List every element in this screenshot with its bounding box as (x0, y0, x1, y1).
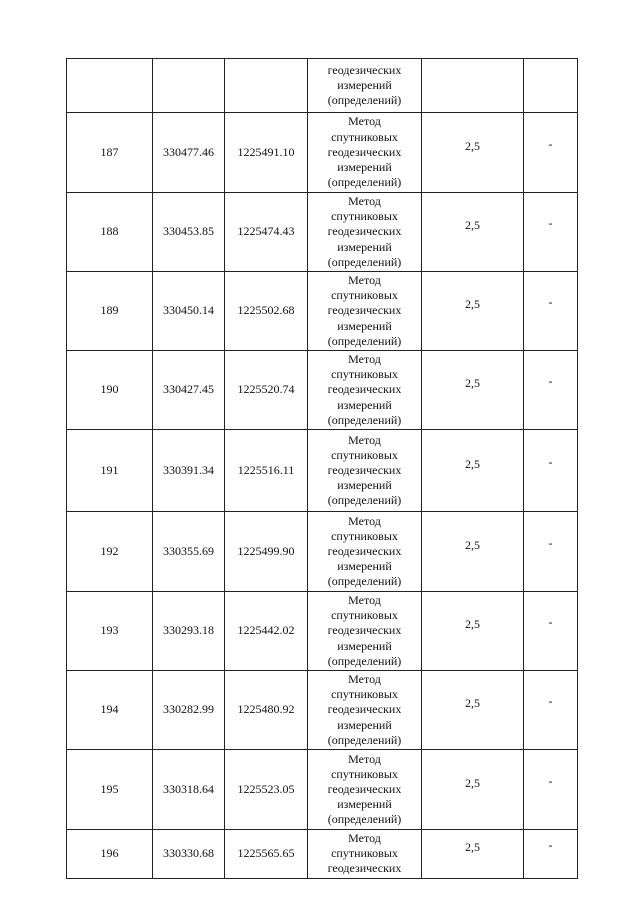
point-number-cell: 195 (67, 750, 153, 830)
method-line: (определений) (327, 812, 402, 827)
method-line: геодезических (327, 702, 402, 717)
extra-cell (524, 750, 578, 830)
method-line: геодезических (327, 462, 402, 477)
table-row (67, 113, 578, 193)
table-row (67, 592, 578, 671)
accuracy-cell (422, 430, 524, 512)
method-line: Метод (348, 751, 381, 766)
method-line: геодезических (327, 861, 402, 876)
method-cell (308, 830, 422, 879)
method-line: геодезических (327, 224, 402, 239)
method-line: Метод (348, 513, 381, 528)
method-line: спутниковых (331, 288, 398, 303)
point-number-cell: 194 (67, 671, 153, 750)
x-coordinate-cell: 330391.34 (153, 430, 225, 512)
y-coordinate-cell: 1225523.05 (225, 750, 308, 830)
y-coordinate-cell: 1225442.02 (225, 592, 308, 671)
method-line: геодезических (327, 382, 402, 397)
table-row (67, 830, 578, 879)
method-line: (определений) (327, 93, 402, 108)
method-cell (308, 193, 422, 272)
extra-value: - (548, 615, 553, 630)
method-line: геодезических (327, 543, 402, 558)
accuracy-cell (422, 830, 524, 879)
method-line: спутниковых (331, 846, 398, 861)
extra-value: - (548, 535, 553, 550)
accuracy-cell (422, 671, 524, 750)
method-line: измерений (337, 160, 392, 175)
x-coordinate-cell: 330427.45 (153, 351, 225, 430)
table-row (67, 512, 578, 592)
accuracy-value: 2,5 (465, 537, 480, 552)
extra-value: - (548, 216, 553, 231)
point-number-cell (67, 59, 153, 113)
accuracy-value: 2,5 (465, 840, 480, 855)
x-coordinate-cell: 330318.64 (153, 750, 225, 830)
accuracy-value: 2,5 (465, 218, 480, 233)
point-number-cell: 189 (67, 272, 153, 351)
method-line: спутниковых (331, 129, 398, 144)
accuracy-cell (422, 272, 524, 351)
method-line: спутниковых (331, 447, 398, 462)
point-number-cell: 188 (67, 193, 153, 272)
point-number-cell: 196 (67, 830, 153, 879)
accuracy-cell (422, 59, 524, 113)
accuracy-value: 2,5 (465, 376, 480, 391)
extra-cell (524, 351, 578, 430)
extra-cell (524, 113, 578, 193)
extra-value: - (548, 838, 553, 853)
x-coordinate-cell: 330355.69 (153, 512, 225, 592)
accuracy-value: 2,5 (465, 456, 480, 471)
method-line: измерений (337, 318, 392, 333)
method-line: (определений) (327, 653, 402, 668)
accuracy-value: 2,5 (465, 696, 480, 711)
method-line: Метод (348, 273, 381, 288)
x-coordinate-cell: 330450.14 (153, 272, 225, 351)
accuracy-value: 2,5 (465, 617, 480, 632)
table-row (67, 272, 578, 351)
method-line: измерений (337, 478, 392, 493)
method-line: Метод (348, 593, 381, 608)
method-line: измерений (337, 559, 392, 574)
accuracy-cell (422, 113, 524, 193)
coordinates-table (66, 58, 578, 879)
method-line: измерений (337, 797, 392, 812)
method-cell (308, 512, 422, 592)
method-line: Метод (348, 194, 381, 208)
method-line: (определений) (327, 412, 402, 427)
accuracy-cell (422, 351, 524, 430)
table-row (67, 430, 578, 512)
method-line: геодезических (327, 623, 402, 638)
y-coordinate-cell: 1225491.10 (225, 113, 308, 193)
extra-value: - (548, 773, 553, 788)
method-line: спутниковых (331, 766, 398, 781)
method-line: спутниковых (331, 687, 398, 702)
method-line: спутниковых (331, 367, 398, 382)
accuracy-cell (422, 592, 524, 671)
method-line: геодезических (327, 303, 402, 318)
table-body (67, 59, 578, 879)
table-row (67, 351, 578, 430)
extra-cell (524, 671, 578, 750)
extra-cell (524, 830, 578, 879)
method-line: измерений (337, 717, 392, 732)
method-line: (определений) (327, 493, 402, 508)
method-cell (308, 430, 422, 512)
point-number-cell: 187 (67, 113, 153, 193)
accuracy-value: 2,5 (465, 138, 480, 153)
x-coordinate-cell: 330282.99 (153, 671, 225, 750)
table-row-continued (67, 59, 578, 113)
method-line: измерений (337, 638, 392, 653)
accuracy-cell (422, 512, 524, 592)
method-line: Метод (348, 114, 381, 129)
point-number-cell: 193 (67, 592, 153, 671)
accuracy-value: 2,5 (465, 775, 480, 790)
extra-value: - (548, 454, 553, 469)
extra-cell (524, 512, 578, 592)
method-line: геодезических (327, 144, 402, 159)
method-line: измерений (337, 397, 392, 412)
method-line: (определений) (327, 574, 402, 589)
accuracy-cell (422, 750, 524, 830)
method-cell (308, 592, 422, 671)
extra-value: - (548, 136, 553, 151)
method-cell (308, 59, 422, 113)
extra-value: - (548, 295, 553, 310)
method-line: Метод (348, 672, 381, 687)
method-line: измерений (337, 77, 392, 92)
y-coordinate-cell: 1225516.11 (225, 430, 308, 512)
y-coordinate-cell: 1225499.90 (225, 512, 308, 592)
y-coordinate-cell: 1225520.74 (225, 351, 308, 430)
method-line: Метод (348, 831, 381, 846)
method-cell (308, 671, 422, 750)
table-row (67, 193, 578, 272)
method-line: (определений) (327, 732, 402, 747)
accuracy-value: 2,5 (465, 297, 480, 312)
method-line: спутниковых (331, 209, 398, 224)
method-line: Метод (348, 432, 381, 447)
extra-cell (524, 59, 578, 113)
accuracy-cell (422, 193, 524, 272)
extra-cell (524, 592, 578, 671)
extra-cell (524, 272, 578, 351)
table-row (67, 750, 578, 830)
method-line: измерений (337, 239, 392, 254)
x-coordinate-cell: 330330.68 (153, 830, 225, 879)
y-coordinate-cell (225, 59, 308, 113)
extra-value: - (548, 374, 553, 389)
y-coordinate-cell: 1225565.65 (225, 830, 308, 879)
x-coordinate-cell: 330477.46 (153, 113, 225, 193)
y-coordinate-cell: 1225502.68 (225, 272, 308, 351)
method-cell (308, 113, 422, 193)
method-line: спутниковых (331, 608, 398, 623)
x-coordinate-cell: 330453.85 (153, 193, 225, 272)
method-line: спутниковых (331, 528, 398, 543)
point-number-cell: 192 (67, 512, 153, 592)
y-coordinate-cell: 1225474.43 (225, 193, 308, 272)
method-line: (определений) (327, 175, 402, 190)
method-cell (308, 750, 422, 830)
x-coordinate-cell (153, 59, 225, 113)
method-line: (определений) (327, 333, 402, 348)
point-number-cell: 191 (67, 430, 153, 512)
method-cell (308, 272, 422, 351)
table-row (67, 671, 578, 750)
extra-value: - (548, 694, 553, 709)
method-line: (определений) (327, 254, 402, 269)
method-line: Метод (348, 352, 381, 367)
x-coordinate-cell: 330293.18 (153, 592, 225, 671)
method-cell (308, 351, 422, 430)
method-line: геодезических (327, 781, 402, 796)
point-number-cell: 190 (67, 351, 153, 430)
extra-cell (524, 193, 578, 272)
y-coordinate-cell: 1225480.92 (225, 671, 308, 750)
method-line: геодезических (327, 62, 402, 77)
extra-cell (524, 430, 578, 512)
